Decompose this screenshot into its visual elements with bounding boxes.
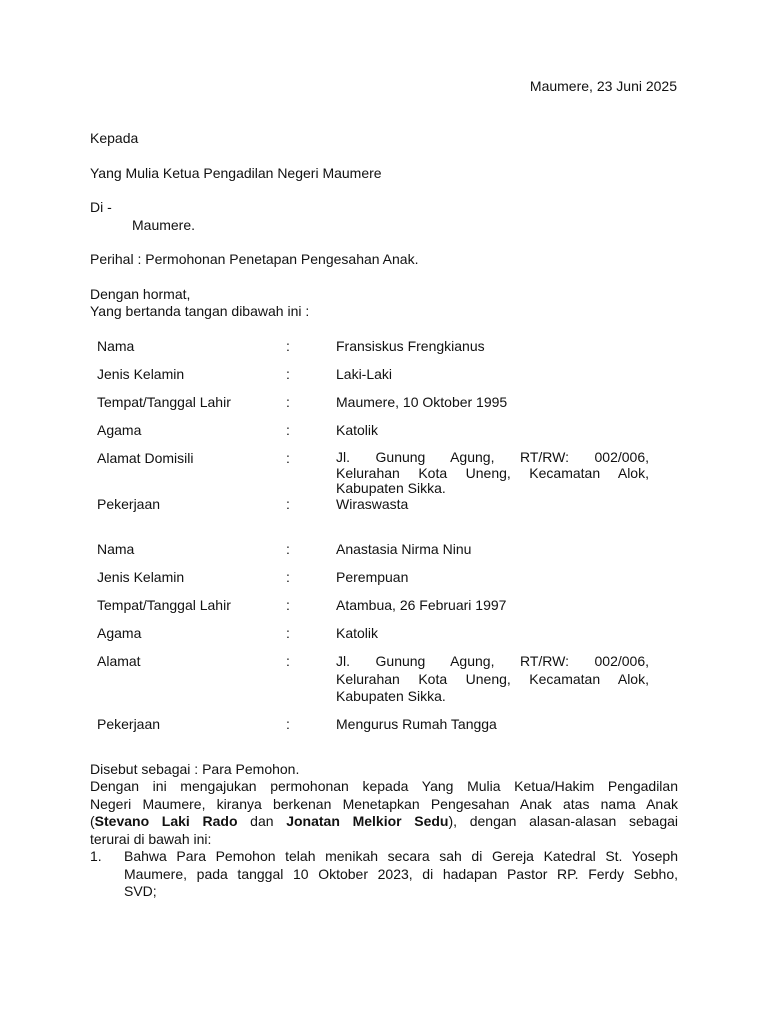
field-colon: : [286, 597, 290, 613]
di-label: Di - [90, 199, 112, 215]
paren-open: ( [90, 813, 95, 829]
body-line: Negeri Maumere, kiranya berkenan Menetapkan Pengesahan Anak atas nama Anak [90, 795, 678, 812]
field-colon: : [286, 716, 290, 732]
field-value-ttl: Atambua, 26 Februari 1997 [336, 597, 507, 613]
addressee: Yang Mulia Ketua Pengadilan Negeri Maumere [90, 165, 382, 181]
list-item-line: SVD; [124, 883, 157, 899]
field-colon: : [286, 569, 290, 585]
field-label-alamat: Alamat [97, 653, 141, 669]
list-item-line: Maumere, pada tanggal 10 Oktober 2023, di hadapan Pastor RP. Ferdy Sebho, [124, 865, 678, 882]
body-line-children [90, 813, 678, 831]
field-colon: : [286, 394, 290, 410]
field-colon: : [286, 496, 290, 512]
body-paragraph [90, 778, 678, 848]
list-item-number: 1. [90, 848, 102, 864]
greeting: Dengan hormat, [90, 286, 191, 302]
field-value-jenis-kelamin: Laki-Laki [336, 366, 393, 382]
field-value-alamat [336, 450, 649, 497]
field-label-agama: Agama [97, 625, 142, 641]
address-line-3: Kabupaten Sikka. [336, 480, 446, 496]
field-value-nama: Fransiskus Frengkianus [336, 338, 485, 354]
field-colon: : [286, 338, 290, 354]
body-line: Dengan ini mengajukan permohonan kepada Yang Mulia Ketua/Hakim Pengadilan [90, 778, 678, 794]
field-label-jenis-kelamin: Jenis Kelamin [97, 366, 185, 382]
field-label-nama: Nama [97, 338, 135, 354]
field-label-alamat: Alamat Domisili [97, 450, 194, 466]
address-line-1: Jl. Gunung Agung, RT/RW: 002/006, [336, 653, 649, 669]
field-label-nama: Nama [97, 541, 135, 557]
field-label-ttl: Tempat/Tanggal Lahir [97, 394, 231, 410]
field-colon: : [286, 653, 290, 669]
child-name-1: Stevano Laki Rado [94, 813, 238, 829]
body-line-rest: ), dengan alasan-alasan sebagai [448, 813, 679, 829]
designation-line: Disebut sebagai : Para Pemohon. [90, 761, 300, 777]
field-label-pekerjaan: Pekerjaan [97, 496, 161, 512]
list-item [124, 848, 678, 901]
field-value-agama: Katolik [336, 422, 379, 438]
field-value-ttl: Maumere, 10 Oktober 1995 [336, 394, 508, 410]
field-label-agama: Agama [97, 422, 142, 438]
conjunction: dan [237, 813, 287, 829]
field-label-jenis-kelamin: Jenis Kelamin [97, 569, 185, 585]
field-value-jenis-kelamin: Perempuan [336, 569, 409, 585]
subject-line: Perihal : Permohonan Penetapan Pengesahan Anak. [90, 251, 419, 267]
field-value-pekerjaan: Mengurus Rumah Tangga [336, 716, 497, 732]
field-value-nama: Anastasia Nirma Ninu [336, 541, 472, 557]
field-colon: : [286, 450, 290, 466]
field-value-pekerjaan: Wiraswasta [336, 496, 409, 512]
field-label-pekerjaan: Pekerjaan [97, 716, 161, 732]
field-colon: : [286, 541, 290, 557]
recipient-city: Maumere. [132, 217, 196, 233]
intro-line: Yang bertanda tangan dibawah ini : [90, 303, 310, 319]
field-value-alamat [336, 653, 649, 706]
field-label-ttl: Tempat/Tanggal Lahir [97, 597, 231, 613]
kepada-label: Kepada [90, 130, 139, 146]
address-line-1: Jl. Gunung Agung, RT/RW: 002/006, [336, 449, 649, 465]
letter-date: Maumere, 23 Juni 2025 [529, 78, 677, 94]
field-colon: : [286, 625, 290, 641]
field-value-agama: Katolik [336, 625, 379, 641]
address-line-2: Kelurahan Kota Uneng, Kecamatan Alok, [336, 464, 649, 481]
body-line: terurai di bawah ini: [90, 830, 212, 847]
address-line-3: Kabupaten Sikka. [336, 688, 446, 704]
field-colon: : [286, 366, 290, 382]
list-item-line: Bahwa Para Pemohon telah menikah secara sah di Gereja Katedral St. Yoseph [124, 848, 678, 864]
address-line-2: Kelurahan Kota Uneng, Kecamatan Alok, [336, 670, 649, 687]
child-name-2: Jonatan Melkior Sedu [286, 813, 449, 829]
field-colon: : [286, 422, 290, 438]
